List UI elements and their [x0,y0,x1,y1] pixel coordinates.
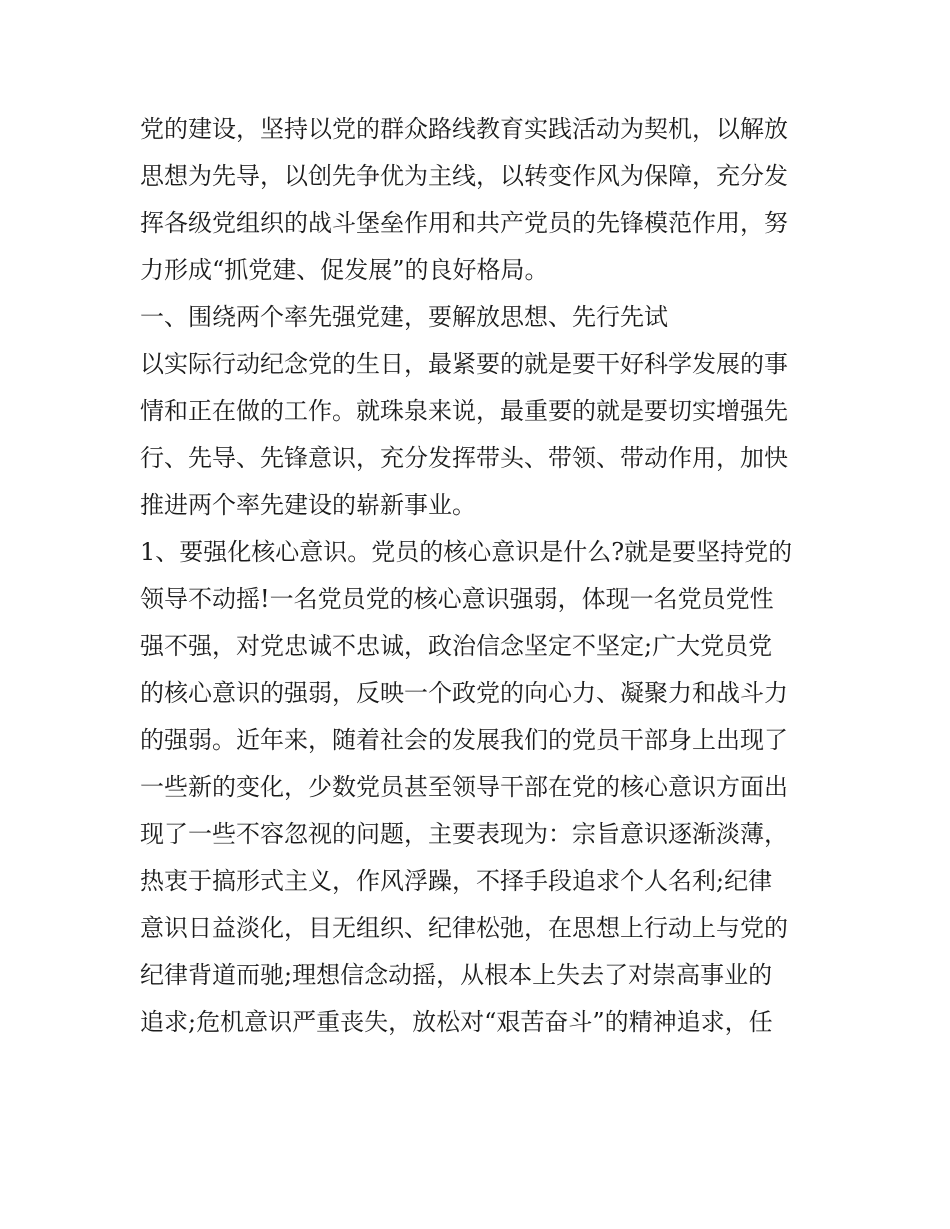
text-line: 一些新的变化，少数党员甚至领导干部在党的核心意识方面出 [140,773,788,801]
text-line: 强不强，对党忠诚不忠诚，政治信念坚定不坚定;广大党员党 [140,632,773,660]
text-line: 党的建设，坚持以党的群众路线教育实践活动为契机，以解放 [140,115,788,143]
text-line: 情和正在做的工作。就珠泉来说，最重要的就是要切实增强先 [140,397,788,425]
text-line: 的核心意识的强弱，反映一个政党的向心力、凝聚力和战斗力 [140,679,788,707]
text-line: 1、要强化核心意识。党员的核心意识是什么?就是要坚持党的 [140,538,793,566]
text-line: 以实际行动纪念党的生日，最紧要的就是要干好科学发展的事 [140,350,788,378]
text-line: 现了一些不容忽视的问题，主要表现为：宗旨意识逐渐淡薄， [140,820,788,848]
text-line: 意识日益淡化，目无组织、纪律松弛，在思想上行动上与党的 [140,914,788,942]
section-heading: 一、围绕两个率先强党建，要解放思想、先行先试 [140,303,668,331]
text-line: 推进两个率先建设的崭新事业。 [140,491,476,519]
text-line: 的强弱。近年来，随着社会的发展我们的党员干部身上出现了 [140,726,788,754]
text-line: 力形成“抓党建、促发展”的良好格局。 [140,256,549,284]
text-line: 行、先导、先锋意识，充分发挥带头、带领、带动作用，加快 [140,444,788,472]
text-line: 纪律背道而驰;理想信念动摇，从根本上失去了对崇高事业的 [140,961,773,989]
text-line: 挥各级党组织的战斗堡垒作用和共产党员的先锋模范作用，努 [140,209,788,237]
text-line: 思想为先导，以创先争优为主线，以转变作风为保障，充分发 [140,162,788,190]
text-line: 追求;危机意识严重丧失，放松对“艰苦奋斗”的精神追求，任 [140,1008,773,1036]
text-line: 领导不动摇!一名党员党的核心意识强弱，体现一名党员党性 [140,585,774,613]
body-text [140,106,820,1046]
text-line: 热衷于搞形式主义，作风浮躁，不择手段追求个人名利;纪律 [140,867,773,895]
